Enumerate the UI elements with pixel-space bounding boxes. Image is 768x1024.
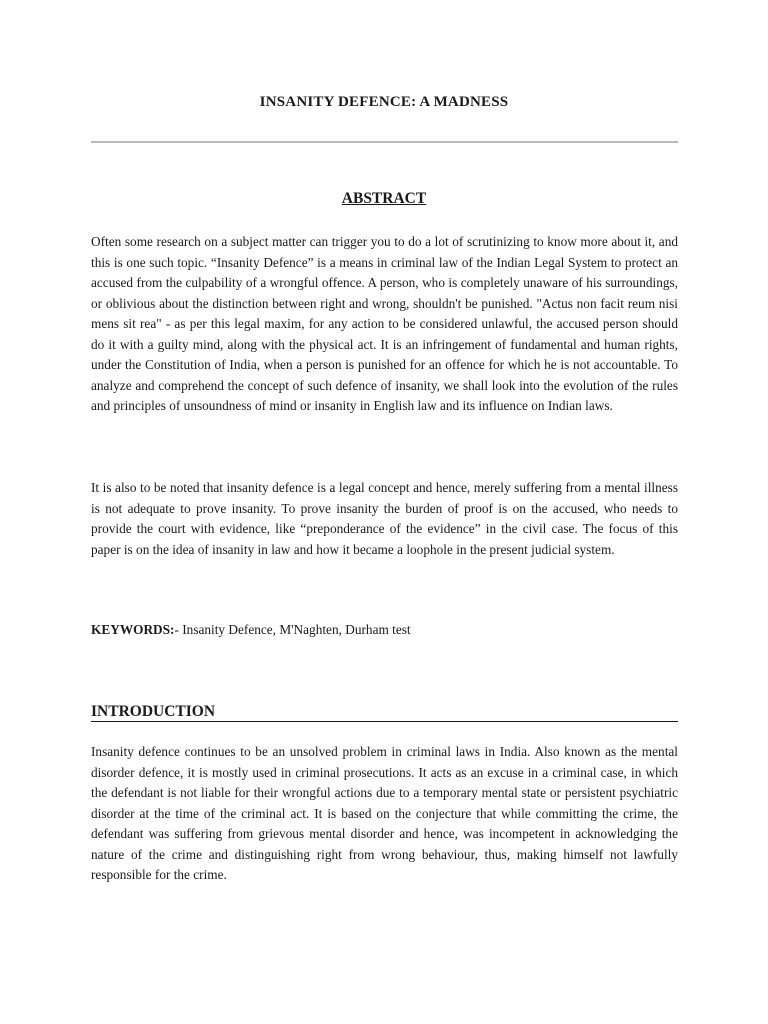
abstract-heading: ABSTRACT: [341, 190, 427, 207]
document-title: INSANITY DEFENCE: A MADNESS: [259, 94, 509, 110]
introduction-paragraph-1: Insanity defence continues to be an unsolved problem in criminal laws in India. Also known as the mental disorder defence, it is mostly used in criminal prosecutions. It acts as an excuse in a criminal case, in which the defendant is not liable for their wrongful actions due to a temporary mental state or persistent psychiatric disorder at the time of the criminal act. It is based on the conjecture that while committing the crime, the defendant was suffering from grievous mental disorder and hence, was incompetent in acknowledging the nature of the crime and distinguishing right from wrong behaviour, thus, making himself not lawfully responsible for the crime.: [91, 744, 678, 882]
keywords-label: KEYWORDS:: [91, 622, 175, 637]
abstract-paragraph-1: Often some research on a subject matter can trigger you to do a lot of scrutinizing to know more about it, and this is one such topic. “Insanity Defence” is a means in criminal law of the Indian Legal System to protect an accused from the culpability of a wrongful offence. A person, who is completely unaware of his surroundings, or oblivious about the distinction between right and wrong, shouldn't be punished. "Actus non facit reum nisi mens sit rea" - as per this legal maxim, for any action to be considered unlawful, the accused person should do it with a guilty mind, along with the physical act. It is an infringement of fundamental and human rights, under the Constitution of India, when a person is punished for an offence for which he is not accountable. To analyze and comprehend the concept of such defence of insanity, we shall look into the evolution of the rules and principles of unsoundness of mind or insanity in English law and its influence on Indian laws.: [91, 234, 678, 413]
introduction-heading: INTRODUCTION: [91, 703, 678, 722]
keywords-line: [91, 622, 678, 638]
abstract-paragraph-2: It is also to be noted that insanity defence is a legal concept and hence, merely suffering from a mental illness is not adequate to prove insanity. To prove insanity the burden of proof is on the accused, who needs to provide the court with evidence, like “preponderance of the evidence” in the civil case. The focus of this paper is on the idea of insanity in law and how it became a loophole in the present judicial system.: [91, 480, 678, 557]
keywords-value: - Insanity Defence, M'Naghten, Durham test: [174, 622, 411, 637]
title-divider: [91, 141, 678, 143]
